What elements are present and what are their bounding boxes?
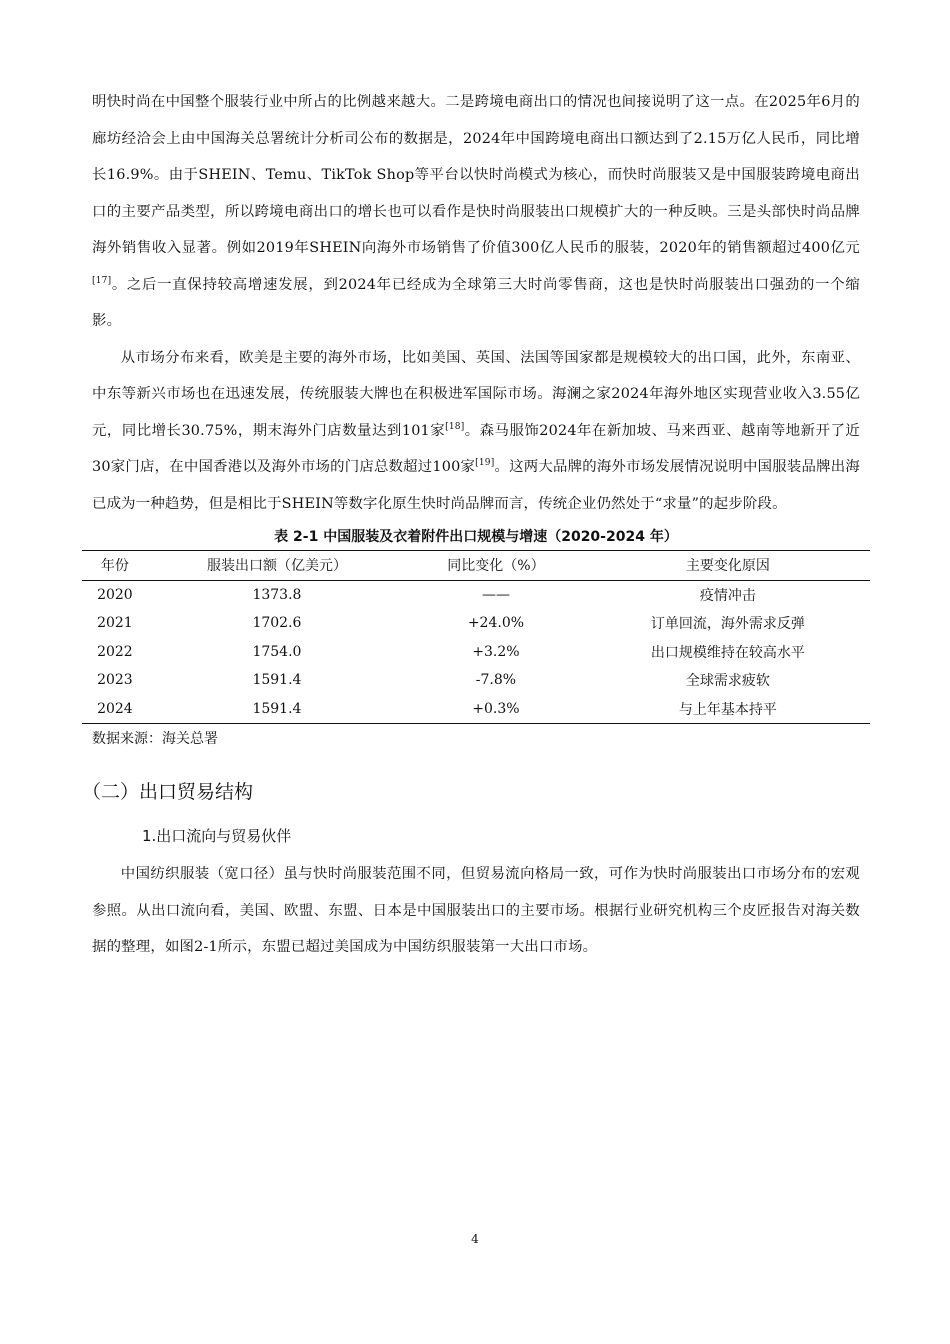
page-number: 4 xyxy=(471,1232,479,1246)
year-cell: 2020 xyxy=(97,586,133,603)
export-value-cell: 1373.8 xyxy=(252,586,302,603)
table-row xyxy=(82,695,870,724)
table-row xyxy=(82,666,870,695)
citation-ref[interactable]: [19] xyxy=(475,458,495,469)
header-cell: 年份 xyxy=(100,558,129,575)
paragraph-text: 。这两大品牌的海外市场发展情况说明中国服装品牌出海已成为一种趋势，但是相比于SHEIN等数字化原生快时尚品牌而言，传统企业仍然处于“求量”的起步阶段。 xyxy=(92,459,860,512)
paragraph-text: 明快时尚在中国整个服装行业中所占的比例越来越大。二是跨境电商出口的情况也间接说明了这一点。在2025年6月的廊坊经洽会上由中国海关总署统计分析司公布的数据是，2024年中国跨境电商出口额达到了2.15万亿人民币，同比增长16.9%。由于SHEIN、Temu、TikTok Shop等平台以快时尚模式为核心，而快时尚服装又是中国服装跨境电商出口的主要产品类型，所以跨境电商出口的增长也可以看作是快时尚服装出口规模扩大的一种反映。三是头部快时尚品牌海外销售收入显著。例如2019年SHEIN向海外市场销售了价值300亿人民币的服装，2020年的销售额超过400亿元 xyxy=(92,94,860,256)
document-page xyxy=(82,84,860,966)
export-value-cell: 1591.4 xyxy=(252,672,302,689)
change-cell: +24.0% xyxy=(467,615,525,632)
paragraph-text: 。森马服饰2024年在新加坡、马来西亚、越南等地新开了近30家门店，在中国香港以及海外市场的门店总数超过100家 xyxy=(92,422,860,475)
change-cell: —— xyxy=(481,586,510,603)
header-cell: 服装出口额（亿美元） xyxy=(206,558,347,575)
header-cell: 同比变化（%） xyxy=(447,558,545,575)
citation-ref[interactable]: [17] xyxy=(92,275,112,286)
table-row xyxy=(82,638,870,667)
citation-ref[interactable]: [18] xyxy=(445,421,465,432)
section-heading: （二）出口贸易结构 xyxy=(82,781,254,803)
change-cell: +3.2% xyxy=(472,643,520,660)
body-paragraph-1 xyxy=(92,84,860,340)
table-source-note: 数据来源：海关总署 xyxy=(92,731,218,747)
reason-cell: 与上年基本持平 xyxy=(678,701,777,718)
paragraph-text: 从市场分布来看，欧美是主要的海外市场，比如美国、英国、法国等国家都是规模较大的出口国，此外，东南亚、中东等新兴市场也在迅速发展，传统服装大牌也在积极进军国际市场。海澜之家2024年海外地区实现营业收入3.55亿元，同比增长30.75%，期末海外门店数量达到101家 xyxy=(92,349,860,439)
export-value-cell: 1591.4 xyxy=(252,700,302,717)
year-cell: 2023 xyxy=(97,672,133,689)
table-row xyxy=(82,580,870,609)
change-cell: -7.8% xyxy=(475,672,517,689)
year-cell: 2024 xyxy=(97,700,133,717)
export-table xyxy=(82,550,870,724)
reason-cell: 全球需求疲软 xyxy=(685,673,770,690)
export-value-cell: 1754.0 xyxy=(252,643,302,660)
subsection-heading: 1.出口流向与贸易伙伴 xyxy=(142,827,292,845)
body-paragraph-3: 中国纺织服装（宽口径）虽与快时尚服装范围不同，但贸易流向格局一致，可作为快时尚服装出口市场分布的宏观参照。从出口流向看，美国、欧盟、东盟、日本是中国服装出口的主要市场。根据行业研究机构三个皮匠报告对海关数据的整理，如图2-1所示，东盟已超过美国成为中国纺织服装第一大出口市场。 xyxy=(92,866,860,955)
table-header-row xyxy=(82,551,870,581)
reason-cell: 出口规模维持在较高水平 xyxy=(650,644,805,661)
paragraph-text: 。之后一直保持较高增速发展，到2024年已经成为全球第三大时尚零售商，这也是快时尚服装出口强劲的一个缩影。 xyxy=(92,276,860,329)
export-value-cell: 1702.6 xyxy=(252,615,302,632)
table-row xyxy=(82,609,870,638)
year-cell: 2021 xyxy=(97,615,133,632)
reason-cell: 订单回流，海外需求反弹 xyxy=(650,616,805,633)
year-cell: 2022 xyxy=(97,643,133,660)
change-cell: +0.3% xyxy=(472,700,520,717)
header-cell: 主要变化原因 xyxy=(685,558,770,575)
table-caption: 表 2-1 中国服装及衣着附件出口规模与增速（2020-2024 年） xyxy=(274,529,678,545)
body-paragraph-2 xyxy=(92,340,860,523)
reason-cell: 疫情冲击 xyxy=(699,587,756,604)
